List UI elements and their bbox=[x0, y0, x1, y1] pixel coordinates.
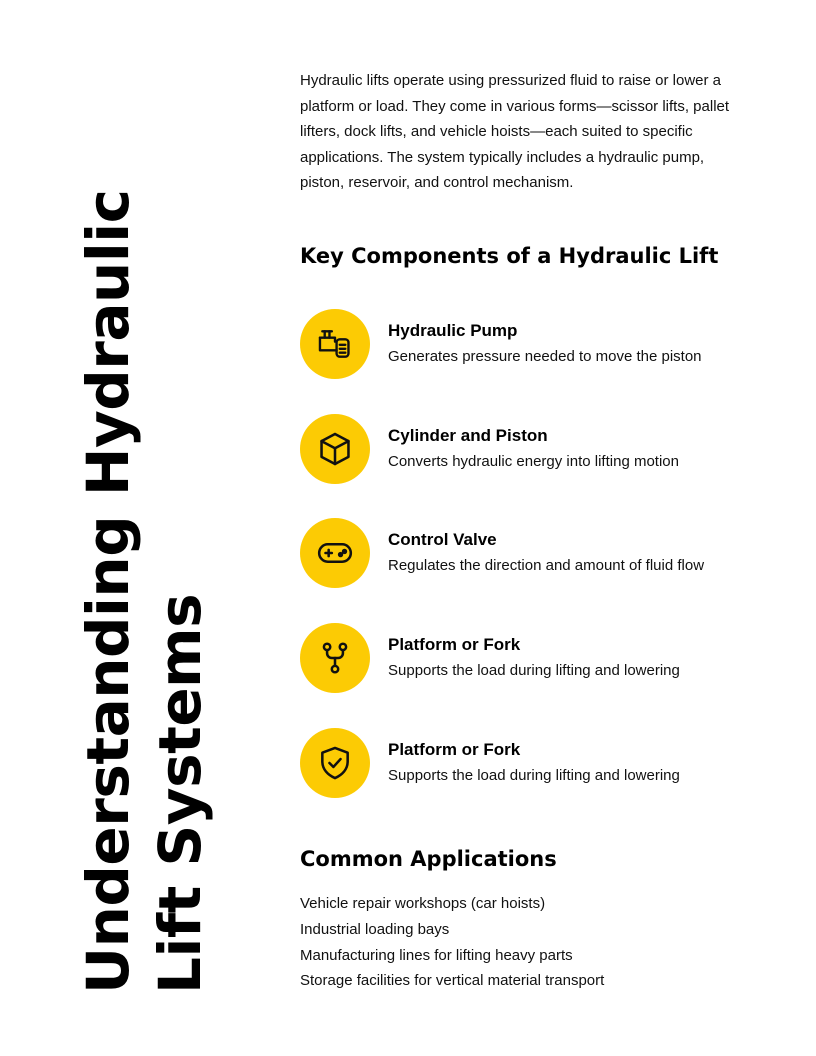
pump-icon bbox=[300, 309, 370, 379]
list-item: Storage facilities for vertical material transport bbox=[300, 972, 605, 990]
component-description: Supports the load during lifting and lowering bbox=[388, 767, 680, 784]
component-platform-fork-2 bbox=[300, 728, 740, 798]
gamepad-icon bbox=[300, 518, 370, 588]
component-description: Converts hydraulic energy into lifting motion bbox=[388, 453, 679, 470]
shield-check-icon bbox=[300, 728, 370, 798]
cube-icon bbox=[300, 414, 370, 484]
list-item: Vehicle repair workshops (car hoists) bbox=[300, 895, 546, 912]
component-hydraulic-pump bbox=[300, 309, 740, 379]
components-heading: Key Components of a Hydraulic Lift bbox=[300, 244, 719, 268]
component-title: Cylinder and Piston bbox=[388, 426, 548, 445]
component-title: Platform or Fork bbox=[388, 740, 521, 759]
component-title: Platform or Fork bbox=[388, 635, 521, 654]
component-title: Control Valve bbox=[388, 530, 497, 549]
list-item: Industrial loading bays bbox=[300, 920, 450, 938]
applications-heading: Common Applications bbox=[300, 847, 557, 871]
page-title bbox=[72, 189, 216, 994]
component-control-valve bbox=[300, 518, 740, 588]
component-description: Generates pressure needed to move the piston bbox=[388, 348, 702, 365]
component-title: Hydraulic Pump bbox=[388, 321, 518, 340]
applications-list bbox=[300, 891, 604, 994]
list-item: Manufacturing lines for lifting heavy parts bbox=[300, 946, 573, 964]
fork-icon bbox=[300, 623, 370, 693]
component-cylinder-piston bbox=[300, 414, 740, 484]
component-platform-fork bbox=[300, 623, 740, 693]
intro-paragraph: Hydraulic lifts operate using pressurized fluid to raise or lower a platform or load. They come in various forms—scissor lifts, pallet lifters, dock lifts, and vehicle hoists—each suited to specific applications. The system typically includes a hydraulic pump, piston, reservoir, and control mechanism. bbox=[300, 72, 730, 192]
component-description: Supports the load during lifting and lowering bbox=[388, 662, 680, 679]
component-description: Regulates the direction and amount of fluid flow bbox=[388, 557, 705, 574]
page-title-line-1: Understanding Hydraulic bbox=[74, 189, 142, 994]
page-title-line-2: Lift Systems bbox=[146, 593, 214, 994]
